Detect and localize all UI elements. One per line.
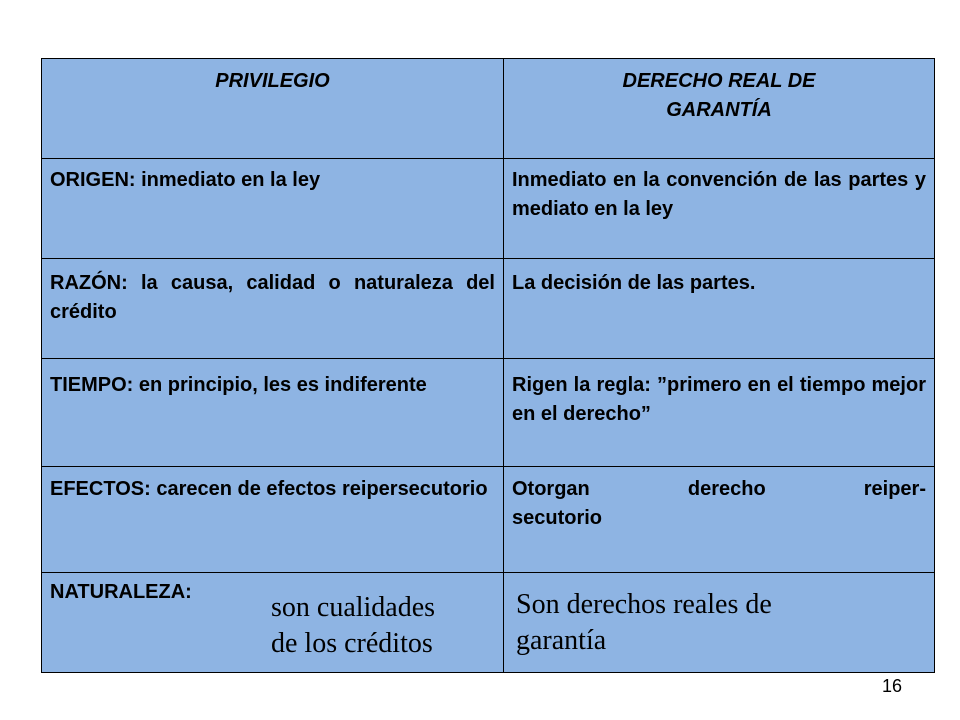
cell-tiempo-privilegio bbox=[42, 359, 504, 467]
tiempo-derecho-real-text: Rigen la regla: ”primero en el tiempo mejor en el derecho” bbox=[512, 374, 926, 425]
cell-naturaleza-privilegio bbox=[42, 573, 504, 673]
table-row-efectos bbox=[42, 467, 935, 573]
table-row-razon bbox=[42, 259, 935, 359]
cell-razon-derecho-real bbox=[504, 259, 935, 359]
header-cell-privilegio bbox=[42, 59, 504, 159]
cell-razon-privilegio bbox=[42, 259, 504, 359]
header-cell-derecho-real bbox=[504, 59, 935, 159]
cell-efectos-privilegio bbox=[42, 467, 504, 573]
naturaleza-derecho-real-line2: garantía bbox=[516, 625, 607, 656]
efectos-derecho-real-line1: Otorgan derecho reiper- bbox=[512, 478, 926, 500]
row-label-naturaleza: NATURALEZA: bbox=[50, 581, 192, 603]
efectos-derecho-real-line2: secutorio bbox=[512, 507, 603, 529]
naturaleza-privilegio-line2: de los créditos bbox=[271, 628, 433, 659]
naturaleza-privilegio-line1: son cualidades bbox=[271, 592, 436, 623]
razon-privilegio-text: la causa, calidad o naturaleza del crédito bbox=[50, 272, 495, 323]
naturaleza-derecho-real-text bbox=[516, 587, 772, 659]
efectos-privilegio-text: carecen de efectos reipersecutorio bbox=[150, 478, 488, 500]
origen-privilegio-text: inmediato en la ley bbox=[135, 169, 321, 191]
comparison-table bbox=[41, 58, 935, 673]
cell-efectos-derecho-real bbox=[504, 467, 935, 573]
cell-origen-derecho-real bbox=[504, 159, 935, 259]
header-privilegio: PRIVILEGIO bbox=[215, 70, 330, 92]
cell-tiempo-derecho-real bbox=[504, 359, 935, 467]
origen-derecho-real-text: Inmediato en la convención de las partes y mediato en la ley bbox=[512, 169, 926, 220]
cell-naturaleza-derecho-real bbox=[504, 573, 935, 673]
cell-origen-privilegio bbox=[42, 159, 504, 259]
row-label-tiempo: TIEMPO: bbox=[50, 374, 134, 396]
naturaleza-privilegio-text bbox=[271, 590, 435, 662]
row-label-razon: RAZÓN: bbox=[50, 272, 128, 294]
row-label-origen: ORIGEN: bbox=[50, 169, 136, 191]
table-row-naturaleza bbox=[42, 573, 935, 673]
slide-number: 16 bbox=[881, 676, 902, 696]
row-label-efectos: EFECTOS: bbox=[50, 478, 151, 500]
tiempo-privilegio-text: en principio, les es indiferente bbox=[133, 374, 427, 396]
table-row-tiempo bbox=[42, 359, 935, 467]
header-derecho-real-line2: GARANTÍA bbox=[666, 99, 772, 121]
table-row-origen bbox=[42, 159, 935, 259]
header-derecho-real-line1: DERECHO REAL DE bbox=[622, 70, 816, 92]
header-row bbox=[42, 59, 935, 159]
razon-derecho-real-text: La decisión de las partes. bbox=[512, 272, 756, 294]
naturaleza-derecho-real-line1: Son derechos reales de bbox=[516, 589, 772, 620]
